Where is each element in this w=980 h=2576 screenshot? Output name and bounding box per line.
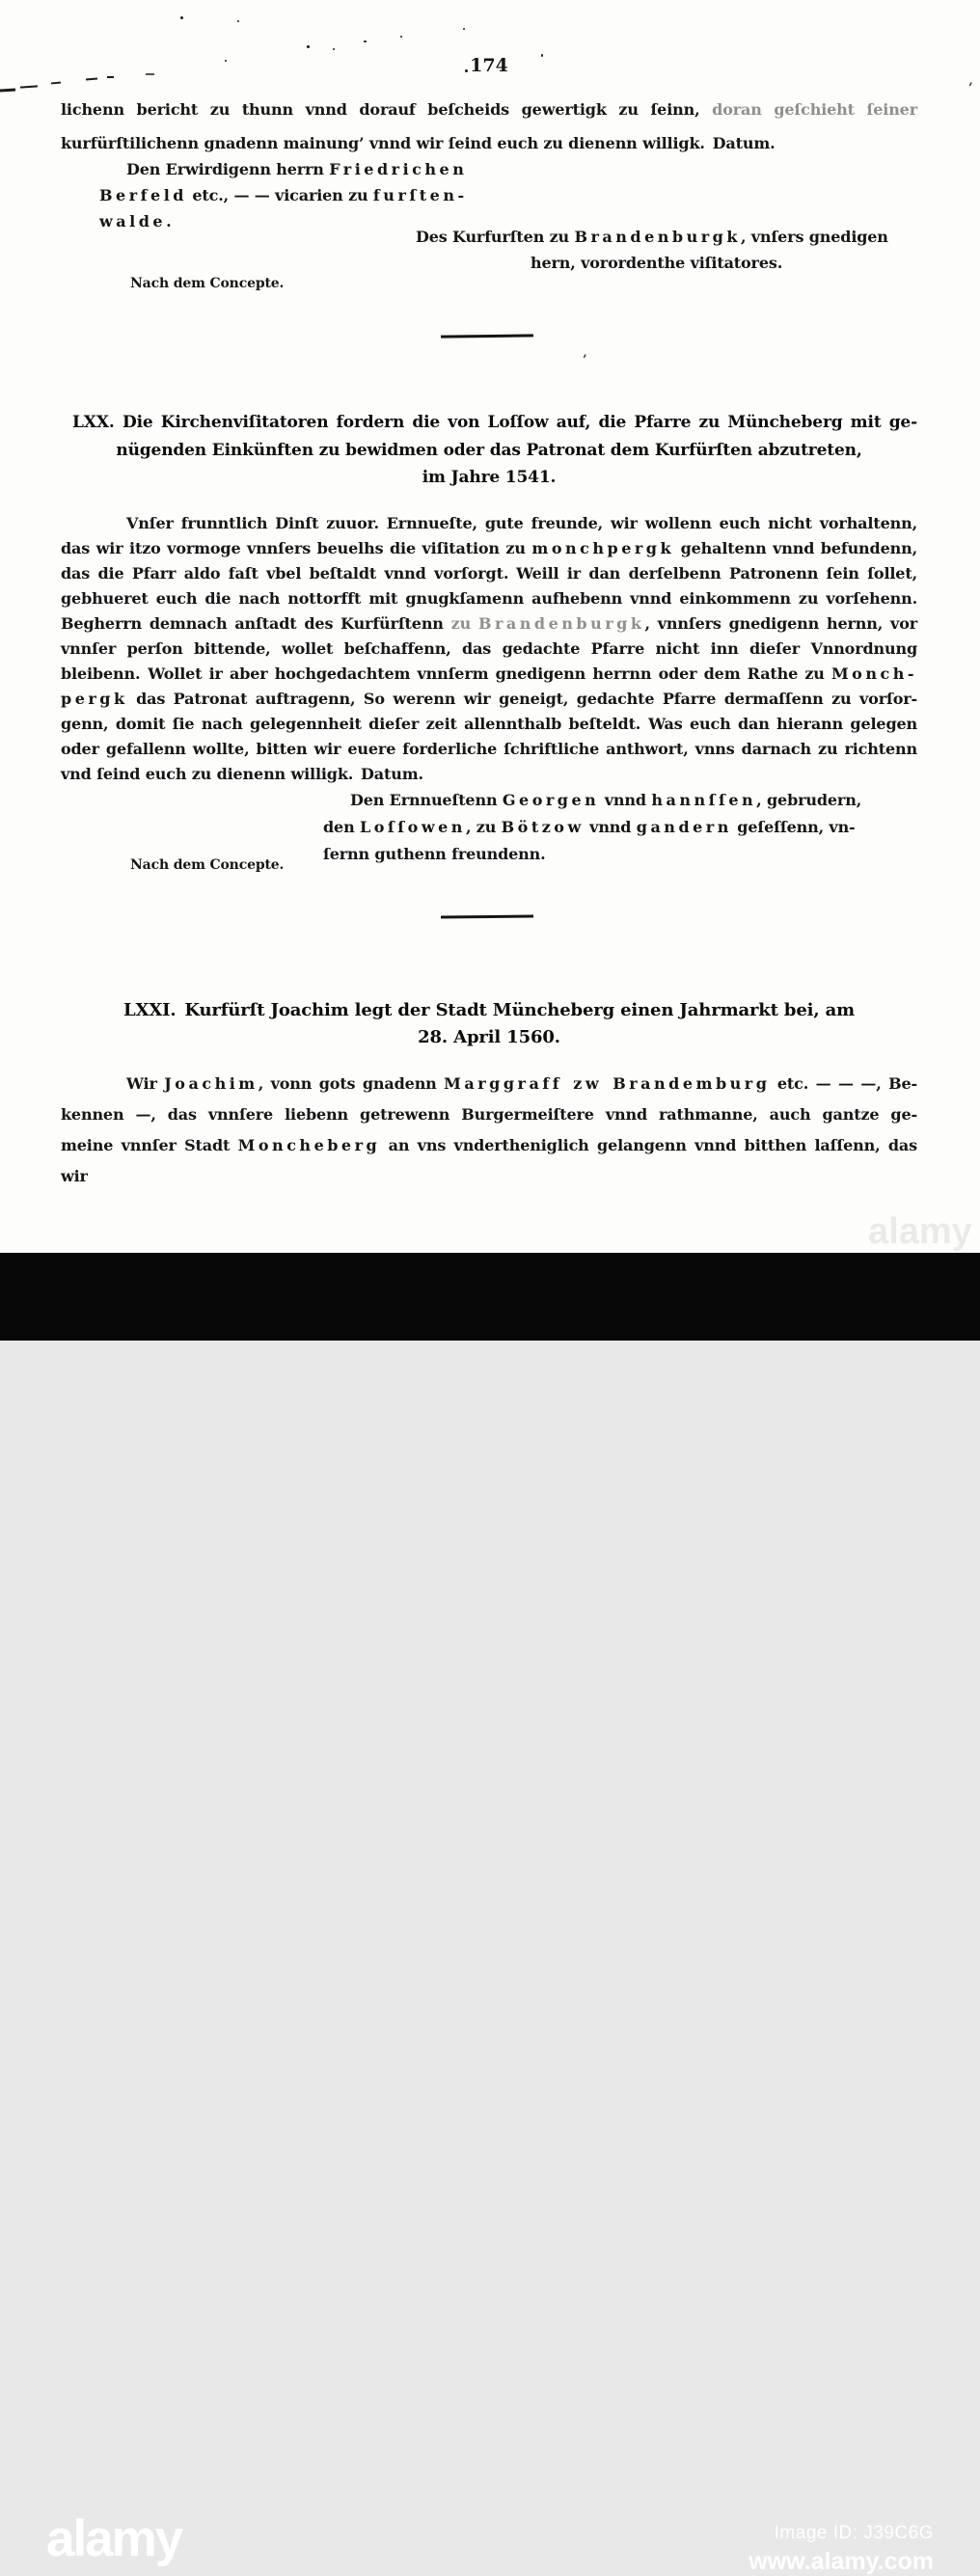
section-divider-rule [441,334,533,338]
text-run: geſeſſenn, vn- [731,818,856,836]
text-line: genn, domit ſie nach gelegennheit dieſer zeit allennthalb beſteldt. Was euch dan hierann gelegen [61,715,917,733]
text-line [61,814,917,841]
text-line [61,687,917,712]
text-run: meine vnnſer Stadt [61,1136,238,1154]
heading-line [61,409,917,437]
text-line [61,156,917,182]
section-divider-rule [441,914,533,918]
text-run: vnnd [584,818,637,836]
text-run: das wir itzo vormoge vnnſers beuelhs die viſitation zu [61,539,532,557]
scan-artifact-mark: ’ [583,353,587,367]
text-run: vnnd [599,791,652,809]
letterspaced-name: pergk [61,690,128,708]
text-run: Den Ernnueſtenn [350,791,503,809]
letterspaced-name: Brandenburgk [574,228,741,246]
faded-text-run: zu [450,614,478,633]
text-run: , gebrudern, [756,791,862,809]
page-number: 174 [470,55,508,76]
letterspaced-name: gandern [636,818,732,836]
letterspaced-name: Joachim [164,1074,259,1093]
text-line: kennen —, das vnnſere liebenn getrewenn Burgermeiſtere vnnd rathmanne, auch gantze ge- [61,1105,917,1124]
letterspaced-name: walde. [99,212,176,230]
text-run: , vnnſers gnedigenn hernn, vor [644,614,917,633]
text-line [61,662,917,687]
heading-line: nügenden Einkünften zu bewidmen oder das Patronat dem Kurfürſten abzutreten, [116,440,862,460]
letterspaced-name: Marggraff zw Brandemburg [444,1074,771,1093]
letterspaced-name: Berfeld [99,186,187,204]
text-line: ſernn guthenn freundenn. [323,845,546,863]
addressee-block [61,156,917,234]
text-line [61,787,917,814]
text-line: vnnſer perſon bittende, wollet beſchaffenn, das gedachte Pfarre nicht inn dieſer Vnnordnung [61,639,917,658]
text-run: etc. — — —, Be- [770,1074,917,1093]
letterspaced-name: Monch- [830,664,917,683]
text-run: bleibenn. Wollet ir aber hochgedachtem vnnſerm gnedigenn herrnn oder dem Rathe zu [61,664,831,683]
text-run: , vnſers gnedigen [740,228,888,246]
text-line [61,224,917,250]
text-run: Den Erwirdigenn herrn [126,160,330,178]
letterspaced-name: Brandenburgk [477,614,645,633]
text-run: Wir [126,1074,165,1093]
text-run: etc., — — vicarien zu [186,186,373,204]
alamy-watermark-faint: alamy [868,1211,972,1252]
alamy-url: www.alamy.com [749,2548,934,2575]
scan-artifact-dot [333,48,335,50]
letterspaced-name: Loſſowen [359,818,466,836]
section-body-lxx [61,511,917,787]
heading-line: im Jahre 1541. [422,468,557,487]
text-run: das Patronat auftragenn, So werenn wir geneigt, gedachte Pfarre dermaſſenn zu vorſor- [127,690,917,708]
heading-text: Die Kirchenviſitatoren fordern die von Loſſow auf, die Pfarre zu Müncheberg mit ge- [114,413,917,432]
letterspaced-name: monchpergk [531,539,675,557]
source-note: Nach dem Concepte. [130,276,285,291]
alamy-logo: alamy [46,2510,182,2567]
text-run: gehaltenn vnnd befundenn, [674,539,917,557]
image-id-text: Image ID: J39C6G [774,2523,934,2543]
section-body-lxxi [61,1069,917,1192]
scan-artifact-dash [107,76,114,78]
heading-line: 28. April 1560. [418,1027,560,1047]
letterspaced-name: Friedrichen [329,160,468,178]
scan-artifact-dot [237,20,239,22]
text-line: hern, vorordenthe viſitatores. [531,254,783,272]
text-line: oder gefallenn wollte, bitten wir euere forderliche ſchriftliche anthwort, vnns darnach zu richtenn [61,740,917,758]
scan-artifact-dot [180,16,183,19]
text-line [61,1069,917,1099]
text-line: kurfürſtilichenn gnadenn mainung’ vnnd wir ſeind euch zu dienenn willigk. Datum. [61,134,776,152]
section-number: LXXI. [123,1000,177,1020]
text-run: Des Kurfurſten zu [416,228,575,246]
text-line: das die Pfarr aldo faſt vbel beſtaldt vnnd vorſorgt. Weill ir dan derſelbenn Patronenn ſein ſollet, [61,564,917,583]
text-line [61,182,917,208]
text-run: an vns vndertheniglich gelangenn vnnd bitthen laſſenn, das wir [61,1136,917,1185]
scan-artifact-dot [364,41,367,42]
text-run: , vonn gots gnadenn [258,1074,445,1093]
letterspaced-name: furſten- [372,186,468,204]
text-line: gebhueret euch die nach nottorfft mit gnugkſamenn aufhebenn vnnd einkommenn zu vorſehenn. [61,589,917,608]
signature-block [61,224,917,276]
text-run: lichenn bericht zu thunn vnnd dorauf beſcheids gewertigk zu ſeinn, [61,100,700,119]
letterspaced-name: Bötzow [501,818,585,836]
letterspaced-name: Moncheberg [237,1136,381,1154]
section-number: LXX. [72,413,115,432]
text-run: Begherrn demnach anſtadt des Kurfürſtenn [61,614,451,633]
closing-addressee-block [61,787,917,868]
section-heading-lxxi [61,997,917,1051]
text-line [61,536,917,561]
letterspaced-name: hannſſen [651,791,757,809]
scan-artifact-dash [0,88,15,92]
scan-artifact-dot [463,28,465,30]
footer-info [749,2523,934,2576]
heading-line [61,997,917,1024]
text-line [61,611,917,637]
scan-artifact-dash [86,77,97,80]
text-line [61,1130,917,1192]
text-run: den [323,818,360,836]
source-note: Nach dem Concepte. [130,857,285,873]
text-run: , zu [465,818,502,836]
scan-artifact-dot [307,45,310,48]
scan-artifact-dash [20,85,38,88]
letterspaced-name: Georgen [502,791,600,809]
faded-text-run: doran geſchieht ſeiner [699,100,917,119]
scan-artifact-dot [400,36,402,38]
text-line: Vnſer frunntlich Dinſt zuuor. Ernnueſte, gute freunde, wir wollenn euch nicht vorhaltenn, [126,514,917,532]
text-line: vnd ſeind euch zu dienenn willigk. Datum. [61,765,423,783]
alamy-footer-bar [0,1253,980,2575]
scan-artifact-dash [51,82,61,85]
scan-artifact-mark: ’ [968,81,973,95]
heading-text: Kurfürſt Joachim legt der Stadt Müncheberg einen Jahrmarkt bei, am [176,1000,855,1020]
intro-paragraph [61,93,917,160]
section-heading-lxx [61,409,917,492]
text-line [61,93,917,126]
